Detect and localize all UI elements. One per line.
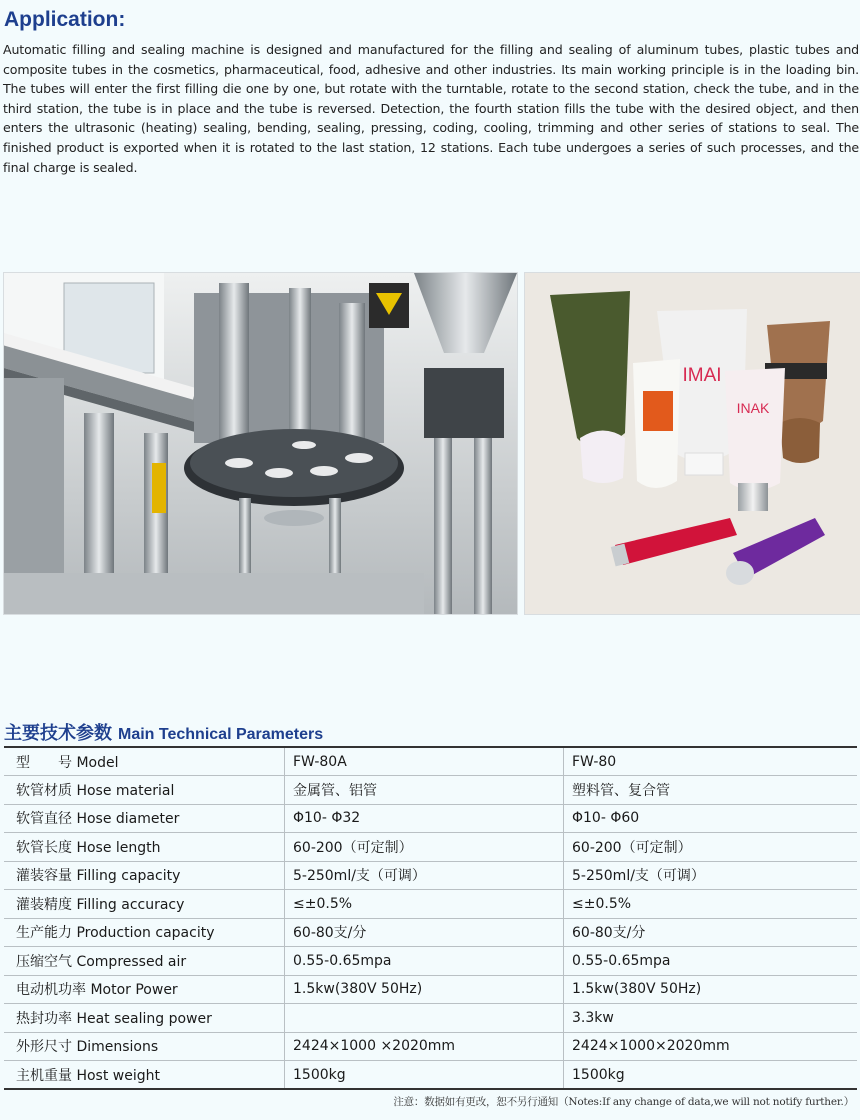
table-row xyxy=(4,776,857,805)
value-fw-80: 1.5kw(380V 50Hz) xyxy=(564,975,858,1004)
param-label: 型 号 Model xyxy=(4,747,285,776)
table-row xyxy=(4,1032,857,1061)
param-label: 热封功率 Heat sealing power xyxy=(4,1004,285,1033)
params-title-zh: 主要技术参数 xyxy=(4,723,112,744)
value-fw-80: 60-200（可定制） xyxy=(564,833,858,862)
value-fw-80: 2424×1000×2020mm xyxy=(564,1032,858,1061)
table-row xyxy=(4,1061,857,1090)
value-fw-80a: 2424×1000 ×2020mm xyxy=(285,1032,564,1061)
value-fw-80: FW-80 xyxy=(564,747,858,776)
table-row xyxy=(4,804,857,833)
tube-brand-imai: IMAI xyxy=(682,365,722,386)
cosmetic-tubes-photo xyxy=(524,272,860,615)
table-row xyxy=(4,1004,857,1033)
value-fw-80: 3.3kw xyxy=(564,1004,858,1033)
param-label: 电动机功率 Motor Power xyxy=(4,975,285,1004)
value-fw-80a: 5-250ml/支（可调） xyxy=(285,861,564,890)
param-label: 灌装容量 Filling capacity xyxy=(4,861,285,890)
technical-parameters-heading xyxy=(4,719,323,745)
table-row xyxy=(4,918,857,947)
application-title: Application: xyxy=(4,8,126,31)
value-fw-80a: 金属管、铝管 xyxy=(285,776,564,805)
param-label: 生产能力 Production capacity xyxy=(4,918,285,947)
value-fw-80a: Φ10- Φ32 xyxy=(285,804,564,833)
params-title-en: Main Technical Parameters xyxy=(118,726,324,743)
table-row xyxy=(4,890,857,919)
tube-brand-inak: INAK xyxy=(736,400,770,416)
value-fw-80a: 0.55-0.65mpa xyxy=(285,947,564,976)
param-label: 主机重量 Host weight xyxy=(4,1061,285,1090)
table-row xyxy=(4,975,857,1004)
value-fw-80: 1500kg xyxy=(564,1061,858,1090)
param-label: 软管直径 Hose diameter xyxy=(4,804,285,833)
value-fw-80: ≤±0.5% xyxy=(564,890,858,919)
table-row xyxy=(4,947,857,976)
footnote: 注意：数据如有更改，恕不另行通知（Notes:If any change of data,we will not notify further.） xyxy=(393,1096,854,1108)
value-fw-80a: FW-80A xyxy=(285,747,564,776)
value-fw-80: 塑料管、复合管 xyxy=(564,776,858,805)
parameters-table xyxy=(4,746,857,1090)
table-row xyxy=(4,833,857,862)
table-row xyxy=(4,861,857,890)
value-fw-80a xyxy=(285,1004,564,1033)
param-label: 灌装精度 Filling accuracy xyxy=(4,890,285,919)
value-fw-80a: 1.5kw(380V 50Hz) xyxy=(285,975,564,1004)
value-fw-80: 5-250ml/支（可调） xyxy=(564,861,858,890)
value-fw-80a: ≤±0.5% xyxy=(285,890,564,919)
param-label: 压缩空气 Compressed air xyxy=(4,947,285,976)
value-fw-80a: 1500kg xyxy=(285,1061,564,1090)
value-fw-80: 60-80支/分 xyxy=(564,918,858,947)
table-row xyxy=(4,747,857,776)
param-label: 软管材质 Hose material xyxy=(4,776,285,805)
param-label: 外形尺寸 Dimensions xyxy=(4,1032,285,1061)
value-fw-80a: 60-200（可定制） xyxy=(285,833,564,862)
param-label: 软管长度 Hose length xyxy=(4,833,285,862)
value-fw-80: Φ10- Φ60 xyxy=(564,804,858,833)
value-fw-80a: 60-80支/分 xyxy=(285,918,564,947)
filling-machine-photo xyxy=(3,272,518,615)
value-fw-80: 0.55-0.65mpa xyxy=(564,947,858,976)
application-description: Automatic filling and sealing machine is designed and manufactured for the filling and sealing of aluminum tubes, plastic tubes and composite tubes in the cosmetics, pharmaceutical, food, adhesive and other industries. Its main working principle is in the loading bin. The tubes will enter the first filling die one by one, but rotate with the turntable, rotate to the second station, check the tube, and in the third station, the tube is in place and the tube is reversed. Detection, the fourth station fills the tube with the desired object, and then enters the ultrasonic (heating) sealing, bending, sealing, pressing, coding, cooling, trimming and other series of stations to seal. The finished product is exported when it is rotated to the last station, 12 stations. Each tube undergoes a series of such processes, and the final charge is sealed. xyxy=(3,42,859,175)
